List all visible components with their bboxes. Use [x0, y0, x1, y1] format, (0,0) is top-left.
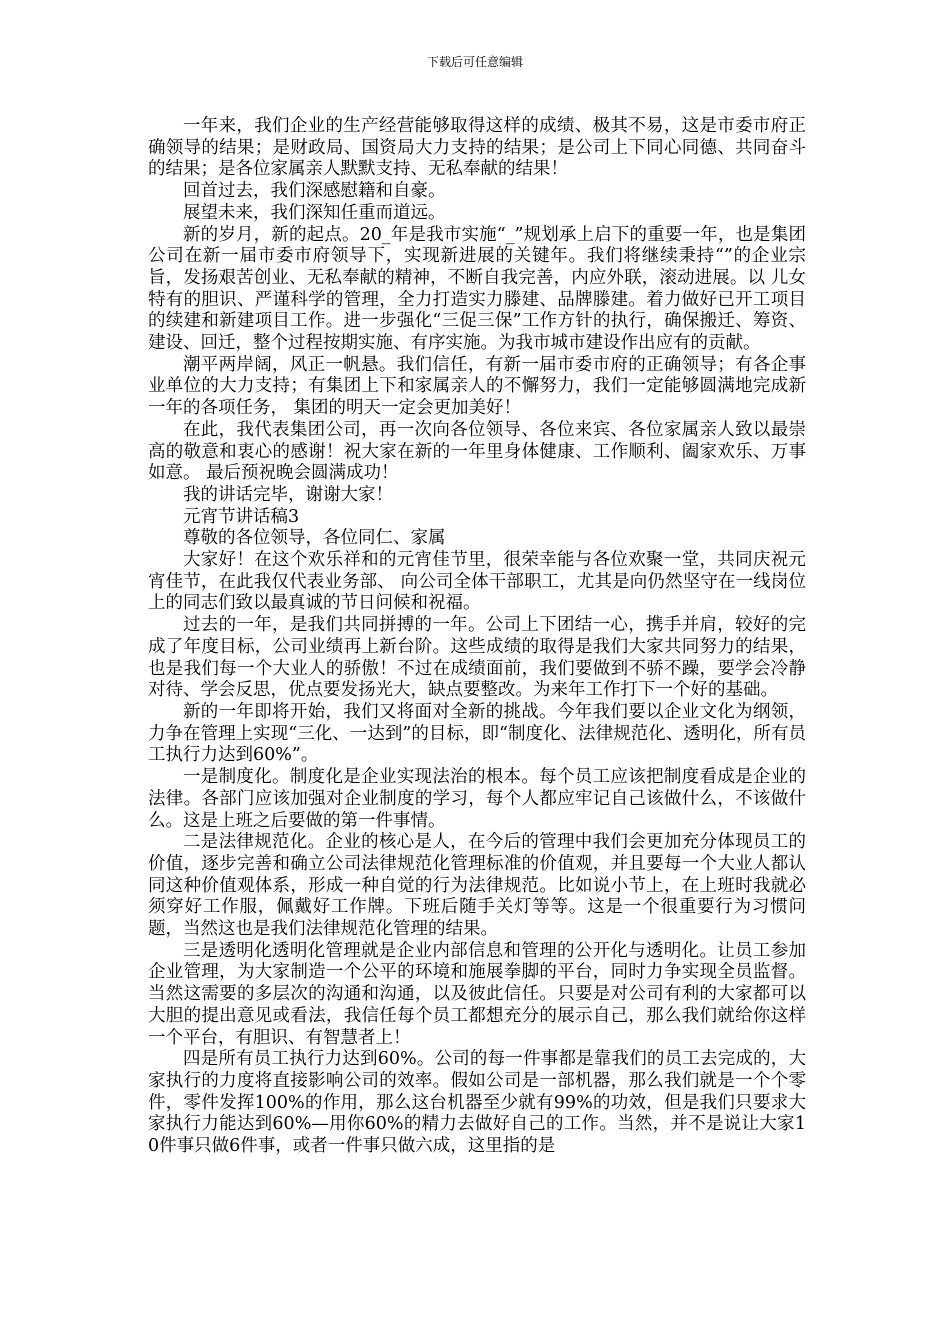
salutation: 尊敬的各位领导，各位同仁、家属: [183, 528, 446, 549]
paragraph: 四是所有员工执行力达到60%。公司的每一件事都是靠我们的员工去完成的，大家执行的力度将直接影响公司的效率。假如公司是一部机器，那么我们就是一个个零件，零件发挥100%的作用，那么这台机器至少就有99%的功效，但是我们只要求大家执行力能达到60%—用你60%的精力去做好自己的工作。当然，并不是说让大家10件事只做6件事，或者一件事只做六成，这里指的是: [148, 1049, 806, 1157]
paragraph: 回首过去，我们深感慰籍和自豪。: [183, 181, 446, 202]
paragraph: 大家好！在这个欢乐祥和的元宵佳节里，很荣幸能与各位欢聚一堂，共同庆祝元宵佳节，在此我仅代表业务部、 向公司全体干部职工，尤其是向仍然坚守在一线岗位上的同志们致以最真诚的节日问候和祝福。: [148, 550, 806, 614]
paragraph: 过去的一年，是我们共同拼搏的一年。公司上下团结一心，携手并肩，较好的完成了年度目标，公司业绩再上新台阶。这些成绩的取得是我们大家共同努力的结果，也是我们每一个大业人的骄傲！不过在成绩面前，我们要做到不骄不躁，要学会冷静对待、学会反思，优点要发扬光大，缺点要整改。为来年工作打下一个好的基础。: [148, 615, 806, 701]
paragraph: 三是透明化透明化管理就是企业内部信息和管理的公开化与透明化。让员工参加企业管理，为大家制造一个公平的环境和施展拳脚的平台，同时力争实现全员监督。当然这需要的多层次的沟通和沟通，以及彼此信任。只要是对公司有利的大家都可以大胆的提出意见或看法，我信任每个员工都想充分的展示自己，那么我们就给你这样一个平台，有胆识、有智慧者上！: [148, 940, 806, 1048]
paragraph: 新的一年即将开始，我们又将面对全新的挑战。今年我们要以企业文化为纲领，力争在管理上实现“三化、一达到”的目标，即“制度化、法律规范化、透明化，所有员工执行力达到60%”。: [148, 701, 806, 766]
document-body: [148, 116, 806, 1158]
paragraph: 一年来，我们企业的生产经营能够取得这样的成绩、极其不易，这是市委市府正确领导的结果；是财政局、国资局大力支持的结果；是公司上下同心同德、共同奋斗的结果；是各位家属亲人默默支持、无私奉献的结果！: [148, 116, 806, 180]
paragraph: 展望未来，我们深知任重而道远。: [183, 202, 446, 223]
section-title: 元宵节讲话稿3: [183, 506, 300, 527]
paragraph: 潮平两岸阔，风正一帆悬。我们信任，有新一届市委市府的正确领导；有各企事业单位的大力支持；有集团上下和家属亲人的不懈努力，我们一定能够圆满地完成新一年的各项任务， 集团的明天一定会更加美好！: [148, 354, 806, 419]
paragraph: 在此，我代表集团公司，再一次向各位领导、各位来宾、各位家属亲人致以最崇高的敬意和衷心的感谢！祝大家在新的一年里身体健康、工作顺利、阖家欢乐、万事如意。 最后预祝晚会圆满成功！: [148, 419, 806, 484]
paragraph: 二是法律规范化。企业的核心是人，在今后的管理中我们会更加充分体现员工的价值，逐步完善和确立公司法律规范化管理标准的价值观，并且要每一个大业人都认同这种价值观体系，形成一种自觉的行为法律规范。比如说小节上，在上班时我就必须穿好工作服，佩戴好工作牌。下班后随手关灯等等。这是一个很重要行为习惯问题，当然这也是我们法律规范化管理的结果。: [148, 832, 806, 940]
paragraph: 一是制度化。制度化是企业实现法治的根本。每个员工应该把制度看成是企业的法律。各部门应该加强对企业制度的学习，每个人都应牢记自己该做什么，不该做什么。这是上班之后要做的第一件事情。: [148, 767, 806, 831]
page-header: 下载后可任意编辑: [426, 55, 523, 69]
paragraph: 新的岁月，新的起点。20_年是我市实施“_”规划承上启下的重要一年，也是集团公司在新一届市委市府领导下，实现新进展的关键年。我们将继续秉持“”的企业宗旨，发扬艰苦创业、无私奉献的精神，不断自我完善，内应外联，滚动进展。以 儿女特有的胆识、严谨科学的管理，全力打造实力滕建、品牌滕建。着力做好已开工项目的续建和新建项目工作。进一步强化“三促三保”工作方针的执行，确保搬迁、筹资、建设、回迁，整个过程按期实施、有序实施。为我市城市建设作出应有的贡献。: [148, 224, 806, 354]
paragraph: 我的讲话完毕，谢谢大家！: [183, 484, 393, 505]
